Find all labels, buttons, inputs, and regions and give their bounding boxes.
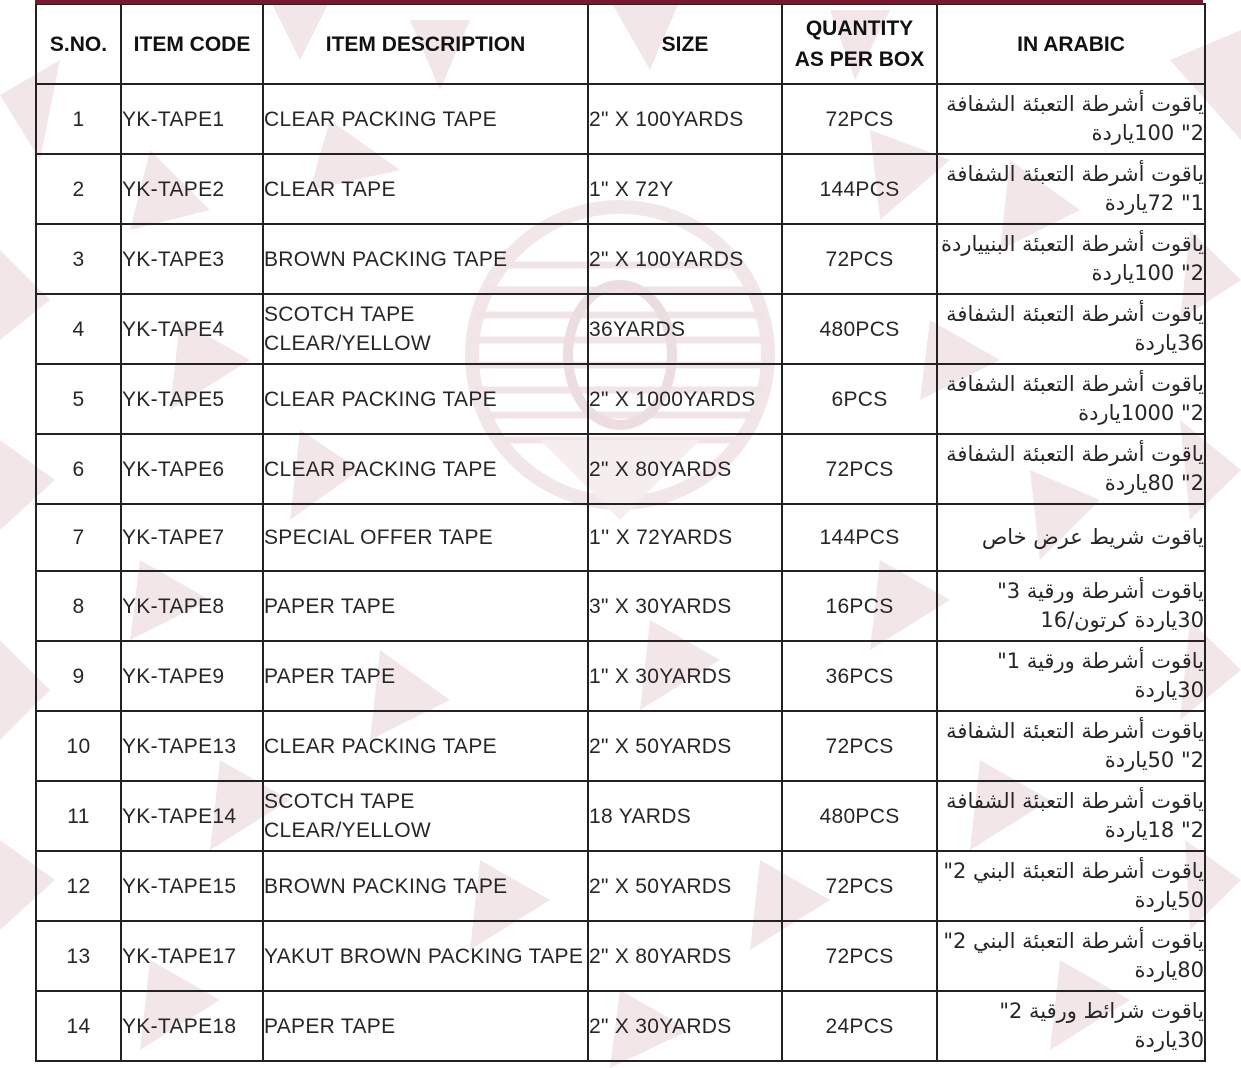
cell-item-code: YK-TAPE2 xyxy=(121,154,263,224)
cell-item-description: CLEAR PACKING TAPE xyxy=(263,434,588,504)
table-row xyxy=(36,504,1205,571)
cell-item-code: YK-TAPE7 xyxy=(121,504,263,571)
cell-sno: 2 xyxy=(36,154,121,224)
cell-quantity: 16PCS xyxy=(782,571,937,641)
cell-quantity: 480PCS xyxy=(782,294,937,364)
cell-size: 18 YARDS xyxy=(588,781,782,851)
table-row xyxy=(36,154,1205,224)
cell-item-code: YK-TAPE13 xyxy=(121,711,263,781)
table-row xyxy=(36,641,1205,711)
cell-size: 1" X 30YARDS xyxy=(588,641,782,711)
cell-quantity: 6PCS xyxy=(782,364,937,434)
table-row xyxy=(36,434,1205,504)
cell-item-description: BROWN PACKING TAPE xyxy=(263,851,588,921)
cell-sno: 6 xyxy=(36,434,121,504)
cell-sno: 1 xyxy=(36,84,121,154)
cell-arabic: ياقوت أشرطة التعبئة الشفافة 2" 50ياردة xyxy=(937,711,1205,781)
cell-size: 2" X 1000YARDS xyxy=(588,364,782,434)
cell-quantity: 144PCS xyxy=(782,504,937,571)
cell-sno: 7 xyxy=(36,504,121,571)
table-row xyxy=(36,921,1205,991)
cell-quantity: 480PCS xyxy=(782,781,937,851)
cell-item-description: CLEAR PACKING TAPE xyxy=(263,364,588,434)
cell-arabic: ياقوت أشرطة التعبئة الشفافة 2" 100ياردة xyxy=(937,84,1205,154)
cell-size: 2" X 30YARDS xyxy=(588,991,782,1061)
cell-item-code: YK-TAPE3 xyxy=(121,224,263,294)
cell-size: 2" X 50YARDS xyxy=(588,711,782,781)
cell-size: 2" X 50YARDS xyxy=(588,851,782,921)
cell-item-description: CLEAR PACKING TAPE xyxy=(263,711,588,781)
cell-item-code: YK-TAPE17 xyxy=(121,921,263,991)
cell-item-description: PAPER TAPE xyxy=(263,571,588,641)
cell-arabic: ياقوت أشرطة التعبئة الشفافة 1" 72ياردة xyxy=(937,154,1205,224)
table-row xyxy=(36,991,1205,1061)
cell-arabic: ياقوت أشرطة التعبئة الشفافة 2" 1000ياردة xyxy=(937,364,1205,434)
cell-quantity: 144PCS xyxy=(782,154,937,224)
cell-quantity: 72PCS xyxy=(782,224,937,294)
cell-item-code: YK-TAPE1 xyxy=(121,84,263,154)
cell-arabic: ياقوت أشرطة ورقية 1" 30ياردة xyxy=(937,641,1205,711)
cell-sno: 10 xyxy=(36,711,121,781)
table-row xyxy=(36,294,1205,364)
cell-sno: 4 xyxy=(36,294,121,364)
cell-item-description: CLEAR TAPE xyxy=(263,154,588,224)
cell-arabic: ياقوت شرائط ورقية 2" 30ياردة xyxy=(937,991,1205,1061)
table-row xyxy=(36,84,1205,154)
cell-arabic: ياقوت أشرطة التعبئة البني 2" 80ياردة xyxy=(937,921,1205,991)
cell-quantity: 72PCS xyxy=(782,921,937,991)
table-header-row xyxy=(36,4,1205,84)
price-table xyxy=(35,3,1206,1062)
cell-arabic: ياقوت أشرطة ورقية 3" 30ياردة كرتون/16 xyxy=(937,571,1205,641)
table-row xyxy=(36,781,1205,851)
cell-size: 3" X 30YARDS xyxy=(588,571,782,641)
header-item-code: ITEM CODE xyxy=(121,4,263,84)
cell-quantity: 72PCS xyxy=(782,84,937,154)
cell-item-code: YK-TAPE4 xyxy=(121,294,263,364)
header-quantity-line1: QUANTITY xyxy=(805,17,914,40)
cell-size: 36YARDS xyxy=(588,294,782,364)
cell-size: 2" X 80YARDS xyxy=(588,434,782,504)
cell-item-description: PAPER TAPE xyxy=(263,991,588,1061)
cell-item-description: CLEAR PACKING TAPE xyxy=(263,84,588,154)
cell-sno: 12 xyxy=(36,851,121,921)
top-accent-bar xyxy=(35,0,1203,4)
header-size: SIZE xyxy=(588,4,782,84)
header-quantity-line2: AS PER BOX xyxy=(794,48,925,71)
cell-arabic: ياقوت شريط عرض خاص xyxy=(937,504,1205,571)
cell-item-code: YK-TAPE18 xyxy=(121,991,263,1061)
cell-item-description: PAPER TAPE xyxy=(263,641,588,711)
cell-item-code: YK-TAPE14 xyxy=(121,781,263,851)
cell-item-description: SCOTCH TAPE CLEAR/YELLOW xyxy=(263,294,588,364)
cell-arabic: ياقوت أشرطة التعبئة البنيياردة 2" 100ياردة xyxy=(937,224,1205,294)
cell-quantity: 24PCS xyxy=(782,991,937,1061)
cell-sno: 3 xyxy=(36,224,121,294)
header-quantity xyxy=(782,4,937,84)
cell-arabic: ياقوت أشرطة التعبئة البني 2" 50ياردة xyxy=(937,851,1205,921)
cell-arabic: ياقوت أشرطة التعبئة الشفافة 2" 80ياردة xyxy=(937,434,1205,504)
table-row xyxy=(36,711,1205,781)
table-row xyxy=(36,364,1205,434)
cell-item-code: YK-TAPE6 xyxy=(121,434,263,504)
cell-size: 1" X 72Y xyxy=(588,154,782,224)
cell-item-description: YAKUT BROWN PACKING TAPE xyxy=(263,921,588,991)
table-row xyxy=(36,851,1205,921)
cell-quantity: 72PCS xyxy=(782,851,937,921)
cell-item-description: BROWN PACKING TAPE xyxy=(263,224,588,294)
cell-arabic: ياقوت أشرطة التعبئة الشفافة 36ياردة xyxy=(937,294,1205,364)
cell-item-code: YK-TAPE8 xyxy=(121,571,263,641)
cell-sno: 5 xyxy=(36,364,121,434)
table-row xyxy=(36,224,1205,294)
cell-item-code: YK-TAPE15 xyxy=(121,851,263,921)
cell-sno: 11 xyxy=(36,781,121,851)
cell-sno: 8 xyxy=(36,571,121,641)
cell-quantity: 72PCS xyxy=(782,434,937,504)
cell-quantity: 36PCS xyxy=(782,641,937,711)
cell-quantity: 72PCS xyxy=(782,711,937,781)
cell-sno: 14 xyxy=(36,991,121,1061)
cell-arabic: ياقوت أشرطة التعبئة الشفافة 2" 18ياردة xyxy=(937,781,1205,851)
table-row xyxy=(36,571,1205,641)
cell-size: 1'' X 72YARDS xyxy=(588,504,782,571)
cell-sno: 9 xyxy=(36,641,121,711)
cell-sno: 13 xyxy=(36,921,121,991)
cell-size: 2" X 80YARDS xyxy=(588,921,782,991)
cell-item-description: SCOTCH TAPE CLEAR/YELLOW xyxy=(263,781,588,851)
cell-item-code: YK-TAPE5 xyxy=(121,364,263,434)
cell-item-description: SPECIAL OFFER TAPE xyxy=(263,504,588,571)
cell-size: 2" X 100YARDS xyxy=(588,224,782,294)
cell-size: 2" X 100YARDS xyxy=(588,84,782,154)
header-in-arabic: IN ARABIC xyxy=(937,4,1205,84)
header-item-description: ITEM DESCRIPTION xyxy=(263,4,588,84)
cell-item-code: YK-TAPE9 xyxy=(121,641,263,711)
header-sno: S.NO. xyxy=(36,4,121,84)
